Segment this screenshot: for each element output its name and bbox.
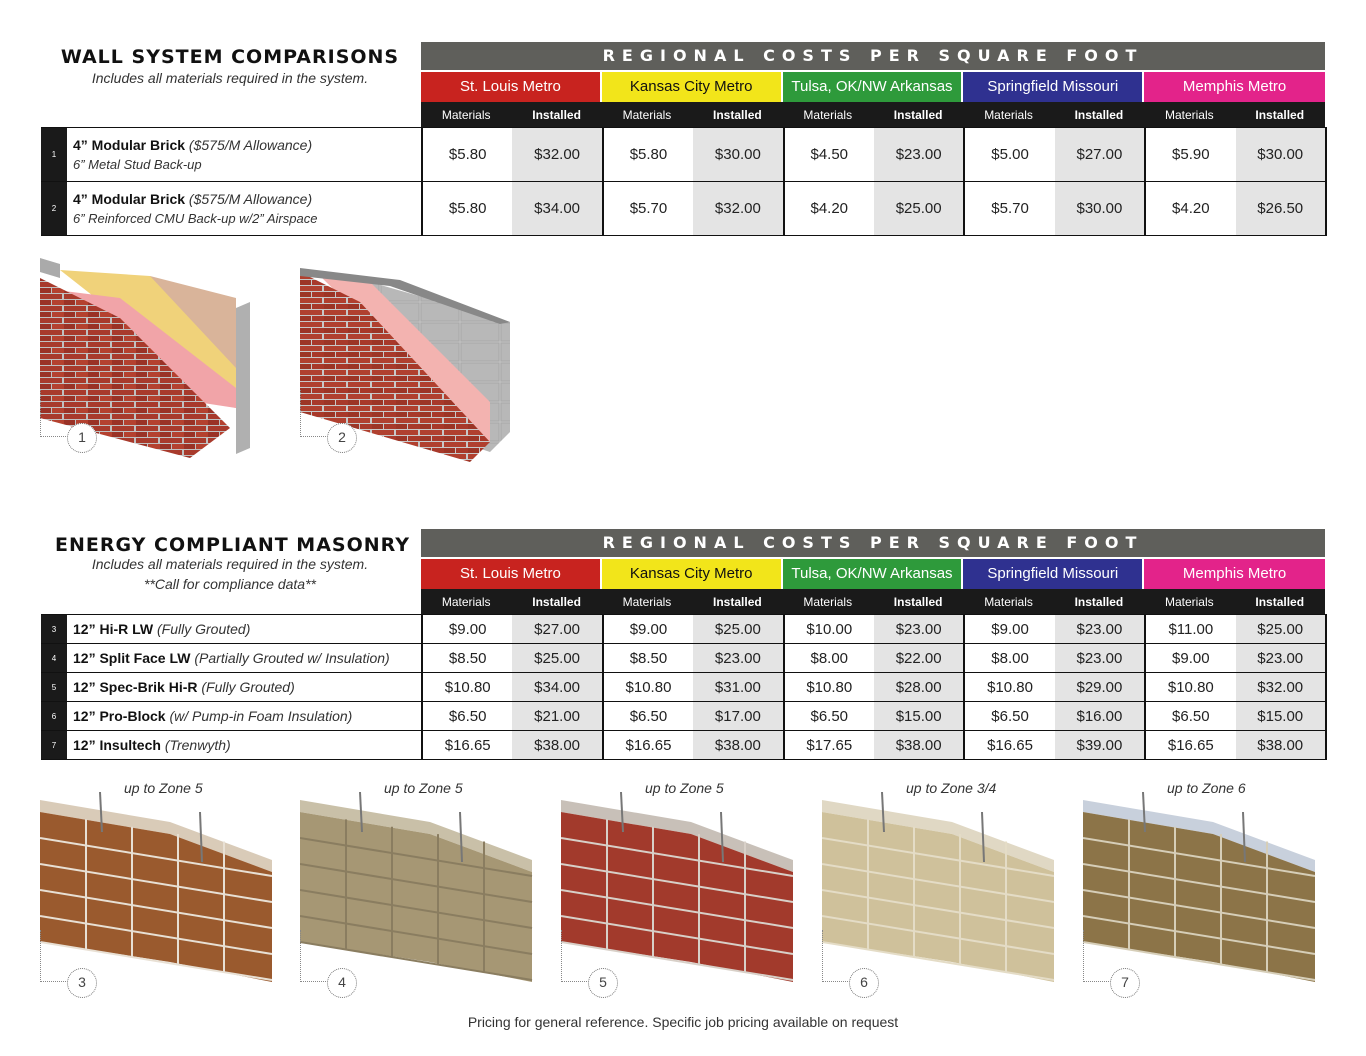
installed-price: $15.00 [874,702,964,731]
row-number: 4 [41,644,67,673]
section1-title: WALL SYSTEM COMPARISONS [60,46,400,68]
installed-price: $23.00 [874,615,964,644]
materials-price: $9.00 [1145,644,1235,673]
product-cell [67,128,422,182]
materials-price: $8.50 [422,644,512,673]
installed-column-label: Installed [1255,595,1305,609]
region-header: St. Louis Metro [421,559,602,589]
installed-price: $32.00 [693,182,783,236]
product-name: 4” Modular Brick [73,190,186,207]
materials-column-label: Materials [803,595,853,609]
installed-column-label: Installed [1255,108,1305,122]
product-name: 4” Modular Brick [73,136,186,153]
installed-column-label: Installed [1074,108,1124,122]
materials-price: $5.70 [603,182,693,236]
materials-price: $10.80 [422,673,512,702]
installed-price: $28.00 [874,673,964,702]
installed-price: $32.00 [1236,673,1326,702]
row-number: 2 [41,182,67,236]
product-name: 12” Pro-Block [73,708,166,724]
wall-system-price-table [41,127,1327,236]
product-detail: (Fully Grouted) [201,679,295,695]
materials-column-label: Materials [1164,595,1214,609]
materials-price: $11.00 [1145,615,1235,644]
materials-price: $8.00 [784,644,874,673]
row-number: 5 [41,673,67,702]
product-detail: (Trenwyth) [164,737,231,753]
materials-column-label: Materials [441,595,491,609]
materials-price: $6.50 [1145,702,1235,731]
callout-3-leader [40,930,68,982]
block-4-illustration [300,792,540,982]
callout-4: 4 [327,968,357,998]
materials-column-label: Materials [622,595,672,609]
callout-6: 6 [849,968,879,998]
section1-regional-band: REGIONAL COSTS PER SQUARE FOOT [421,42,1325,70]
installed-column-label: Installed [532,595,581,609]
callout-2: 2 [327,423,357,453]
product-name: 12” Split Face LW [73,650,191,666]
product-backup: 6” Reinforced CMU Back-up w/2” Airspace [73,210,318,226]
section2-title: ENERGY COMPLIANT MASONRY [54,534,411,556]
materials-price: $17.65 [784,731,874,760]
energy-masonry-price-table [41,614,1327,760]
row-number: 1 [41,128,67,182]
region-header: St. Louis Metro [421,72,602,102]
materials-price: $6.50 [422,702,512,731]
section2-subtitle: Includes all materials required in the system. [91,556,369,572]
materials-column-label: Materials [1164,108,1214,122]
region-header: Memphis Metro [1144,72,1325,102]
installed-price: $38.00 [512,731,602,760]
installed-price: $34.00 [512,182,602,236]
materials-column-label: Materials [803,108,853,122]
table-row [41,673,1326,702]
product-cell [67,731,422,760]
zone-label: up to Zone 6 [1167,780,1246,796]
section2-regional-band: REGIONAL COSTS PER SQUARE FOOT [421,529,1325,557]
installed-price: $23.00 [1055,644,1145,673]
block-3-illustration [40,792,280,982]
section2-region-row [421,559,1325,589]
installed-price: $38.00 [693,731,783,760]
product-detail: (w/ Pump-in Foam Insulation) [169,708,353,724]
block-5-illustration [561,792,801,982]
table-row [41,644,1326,673]
table-row [41,128,1326,182]
pricing-footnote: Pricing for general reference. Specific job pricing available on request [467,1014,899,1030]
installed-price: $30.00 [1055,182,1145,236]
installed-price: $21.00 [512,702,602,731]
installed-price: $25.00 [512,644,602,673]
region-header: Memphis Metro [1144,559,1325,589]
materials-column-label: Materials [622,108,672,122]
installed-price: $30.00 [1236,128,1326,182]
installed-price: $27.00 [1055,128,1145,182]
materials-price: $5.00 [964,128,1054,182]
installed-price: $23.00 [874,128,964,182]
installed-price: $30.00 [693,128,783,182]
product-detail: ($575/M Allowance) [188,190,313,207]
materials-price: $16.65 [964,731,1054,760]
callout-7-leader [1083,930,1111,982]
installed-price: $17.00 [693,702,783,731]
section2-column-labels [421,589,1325,615]
product-cell [67,182,422,236]
materials-price: $10.80 [784,673,874,702]
table-row [41,182,1326,236]
installed-column-label: Installed [532,108,581,122]
row-number: 6 [41,702,67,731]
installed-price: $31.00 [693,673,783,702]
materials-price: $16.65 [1145,731,1235,760]
materials-column-label: Materials [984,595,1033,609]
region-header: Tulsa, OK/NW Arkansas [783,72,964,102]
callout-1-leader [40,390,68,437]
installed-column-label: Installed [1074,595,1124,609]
region-header: Springfield Missouri [963,559,1144,589]
region-header: Kansas City Metro [602,72,783,102]
zone-label: up to Zone 5 [384,780,463,796]
materials-price: $10.00 [784,615,874,644]
materials-price: $5.80 [422,128,512,182]
installed-price: $23.00 [1236,644,1326,673]
section1-column-labels [421,102,1325,128]
installed-price: $38.00 [874,731,964,760]
product-detail: (Partially Grouted w/ Insulation) [194,650,390,666]
materials-column-label: Materials [984,108,1033,122]
region-header: Springfield Missouri [963,72,1144,102]
table-row [41,615,1326,644]
installed-column-label: Installed [893,595,943,609]
materials-column-label: Materials [441,108,491,122]
section1-subtitle: Includes all materials required in the system. [91,70,369,86]
product-cell [67,673,422,702]
installed-price: $26.50 [1236,182,1326,236]
callout-5-leader [561,930,589,982]
installed-price: $15.00 [1236,702,1326,731]
callout-5: 5 [588,968,618,998]
materials-price: $6.50 [964,702,1054,731]
materials-price: $10.80 [964,673,1054,702]
materials-price: $6.50 [784,702,874,731]
section2-compliance-note: **Call for compliance data** [144,576,316,592]
materials-price: $4.20 [784,182,874,236]
block-7-illustration [1083,792,1323,982]
installed-price: $25.00 [1236,615,1326,644]
product-backup: 6” Metal Stud Back-up [73,156,202,172]
materials-price: $5.80 [422,182,512,236]
product-cell [67,644,422,673]
callout-6-leader [822,930,850,982]
installed-price: $39.00 [1055,731,1145,760]
installed-price: $23.00 [693,644,783,673]
materials-price: $10.80 [603,673,693,702]
materials-price: $5.80 [603,128,693,182]
table-row [41,702,1326,731]
materials-price: $16.65 [422,731,512,760]
materials-price: $5.70 [964,182,1054,236]
table-row [41,731,1326,760]
zone-label: up to Zone 3/4 [906,780,997,796]
installed-price: $34.00 [512,673,602,702]
materials-price: $8.50 [603,644,693,673]
region-header: Kansas City Metro [602,559,783,589]
product-detail: ($575/M Allowance) [188,136,313,153]
product-cell [67,702,422,731]
installed-price: $22.00 [874,644,964,673]
materials-price: $8.00 [964,644,1054,673]
installed-price: $16.00 [1055,702,1145,731]
materials-price: $4.50 [784,128,874,182]
zone-label: up to Zone 5 [645,780,724,796]
callout-2-leader [300,390,328,437]
materials-price: $5.90 [1145,128,1235,182]
product-name: 12” Spec-Brik Hi-R [73,679,198,695]
installed-price: $25.00 [693,615,783,644]
installed-column-label: Installed [893,108,943,122]
materials-price: $9.00 [603,615,693,644]
callout-3: 3 [67,968,97,998]
installed-price: $25.00 [874,182,964,236]
zone-label: up to Zone 5 [124,780,203,796]
installed-price: $38.00 [1236,731,1326,760]
section1-region-row [421,72,1325,102]
installed-price: $32.00 [512,128,602,182]
callout-4-leader [300,930,328,982]
materials-price: $10.80 [1145,673,1235,702]
materials-price: $9.00 [964,615,1054,644]
installed-column-label: Installed [713,595,762,609]
row-number: 7 [41,731,67,760]
installed-column-label: Installed [713,108,762,122]
materials-price: $4.20 [1145,182,1235,236]
block-6-illustration [822,792,1062,982]
region-header: Tulsa, OK/NW Arkansas [783,559,964,589]
product-name: 12” Insultech [73,737,161,753]
row-number: 3 [41,615,67,644]
product-cell [67,615,422,644]
installed-price: $27.00 [512,615,602,644]
product-detail: (Fully Grouted) [157,621,251,637]
callout-1: 1 [67,423,97,453]
materials-price: $16.65 [603,731,693,760]
materials-price: $6.50 [603,702,693,731]
callout-7: 7 [1110,968,1140,998]
installed-price: $29.00 [1055,673,1145,702]
installed-price: $23.00 [1055,615,1145,644]
materials-price: $9.00 [422,615,512,644]
product-name: 12” Hi-R LW [73,621,154,637]
